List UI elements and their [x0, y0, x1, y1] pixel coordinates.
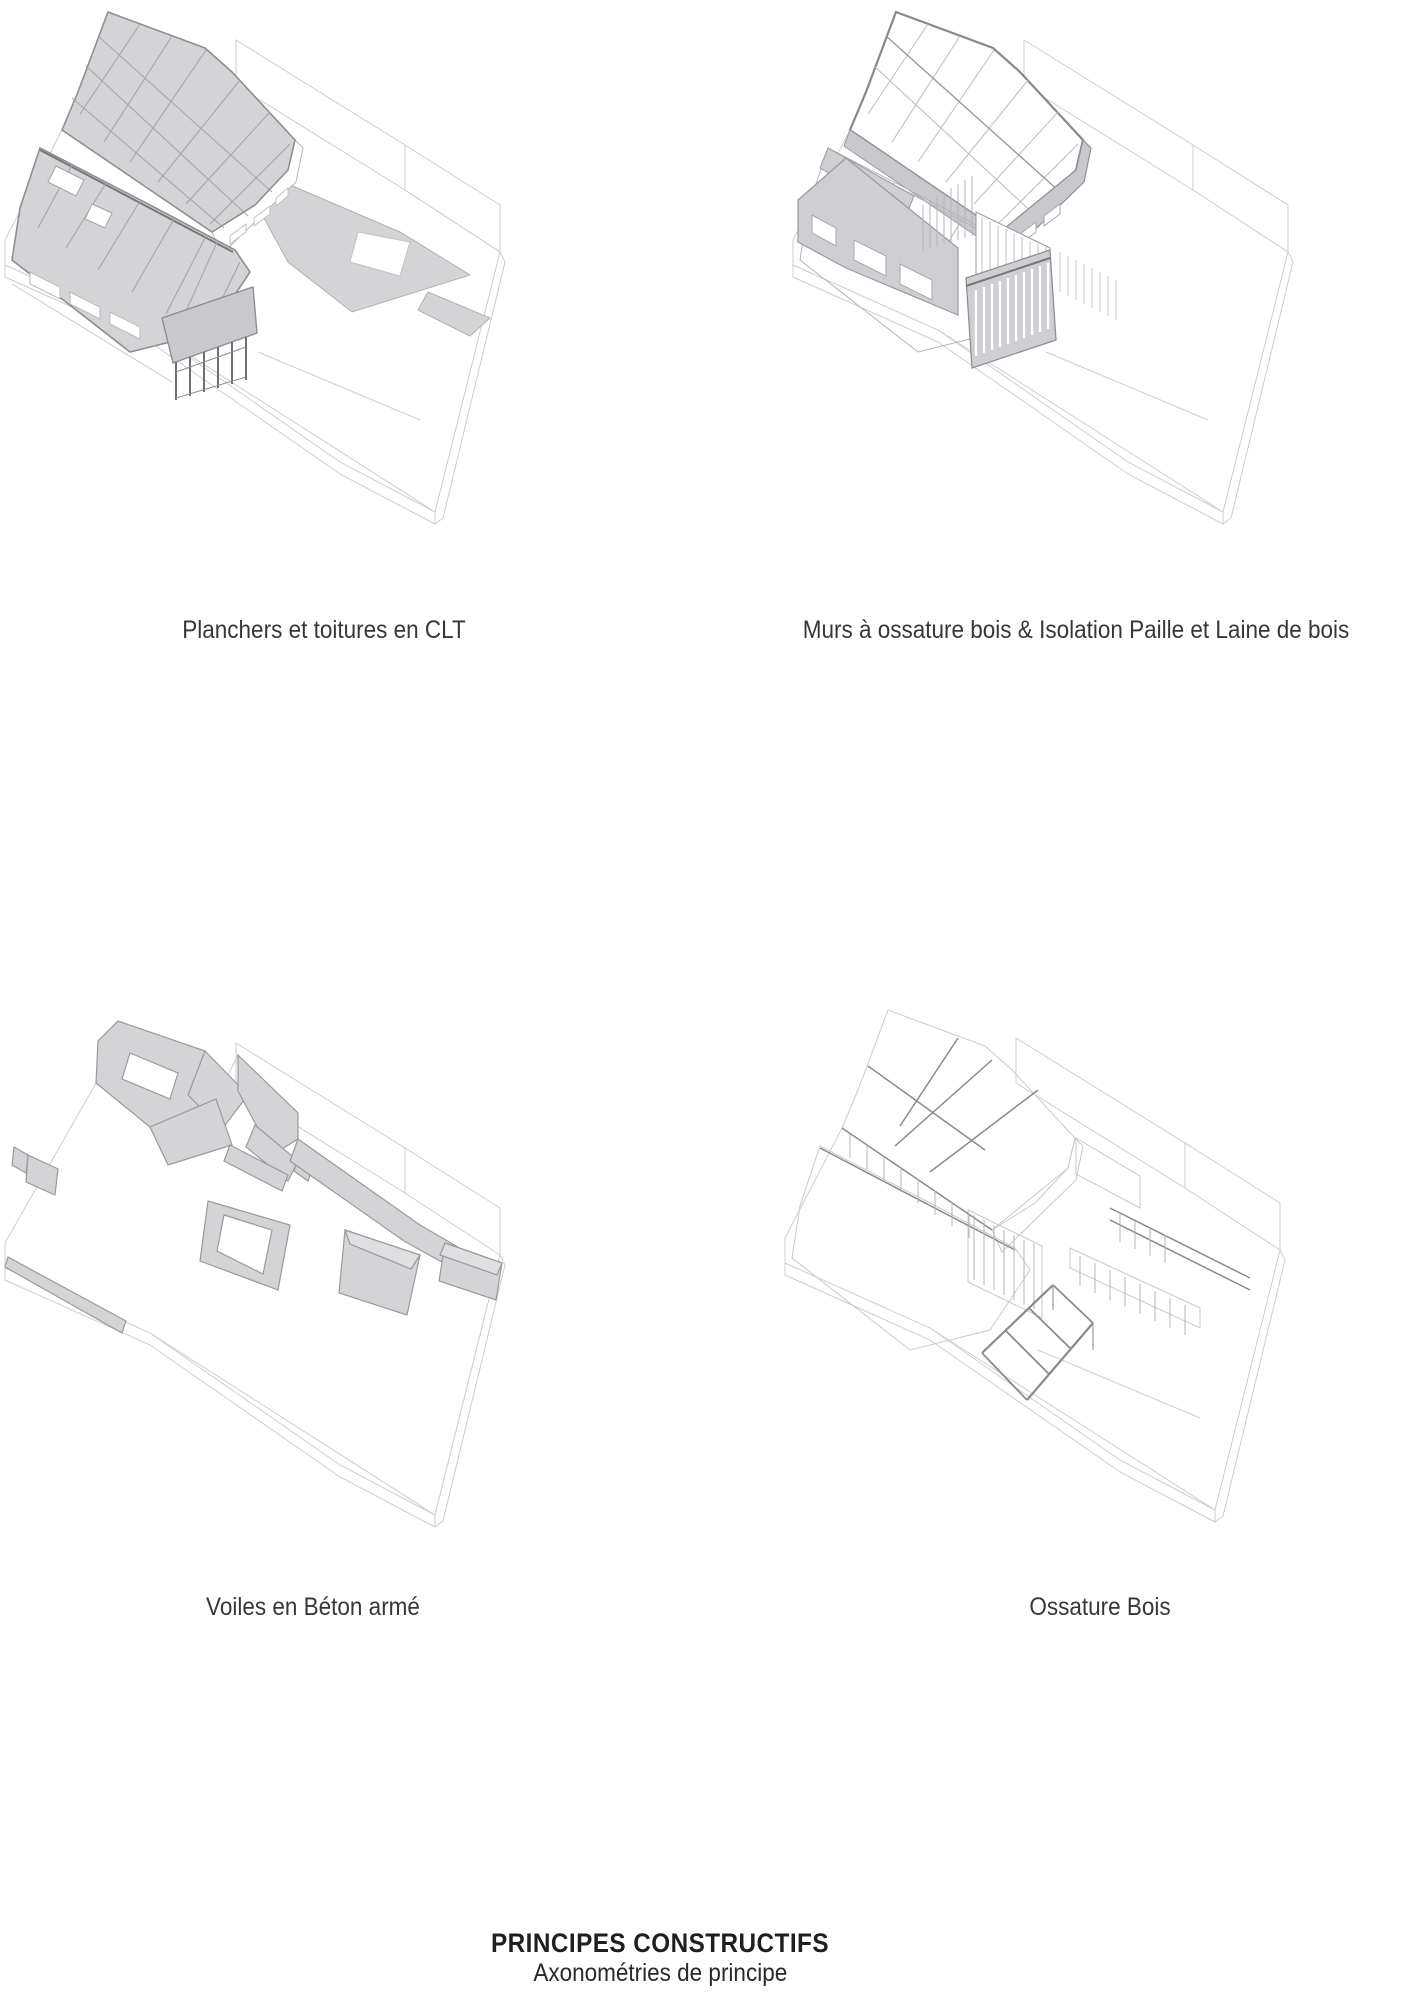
caption-bois — [1021, 1593, 1178, 1622]
caption-murs-label: Murs à ossature bois & Isolation Paille et Laine de bois — [802, 616, 1350, 644]
sheet-subtitle — [472, 1959, 848, 1988]
caption-bois-label: Ossature Bois — [1029, 1593, 1171, 1621]
terrace-stud-row — [1060, 252, 1116, 320]
sheet-title-label: PRINCIPES CONSTRUCTIFS — [491, 1928, 829, 1958]
axon-bois-drawing — [780, 998, 1300, 1528]
caption-beton — [194, 1593, 432, 1622]
sheet-title — [472, 1928, 848, 1959]
sheet-footer — [472, 1928, 848, 1988]
caption-murs — [772, 616, 1379, 645]
ladder-beams — [982, 1285, 1093, 1400]
frame-outlines — [792, 1010, 1200, 1350]
caption-beton-label: Voiles en Béton armé — [206, 1593, 420, 1621]
axon-clt-drawing — [0, 0, 520, 530]
site-outline — [785, 1038, 1285, 1522]
caption-clt — [167, 616, 482, 645]
sheet-subtitle-label: Axonométries de principe — [533, 1959, 787, 1987]
axon-beton-drawing — [0, 1003, 520, 1533]
concrete-walls — [5, 1021, 502, 1333]
caption-clt-label: Planchers et toitures en CLT — [182, 616, 466, 644]
axon-murs-drawing — [788, 0, 1308, 530]
